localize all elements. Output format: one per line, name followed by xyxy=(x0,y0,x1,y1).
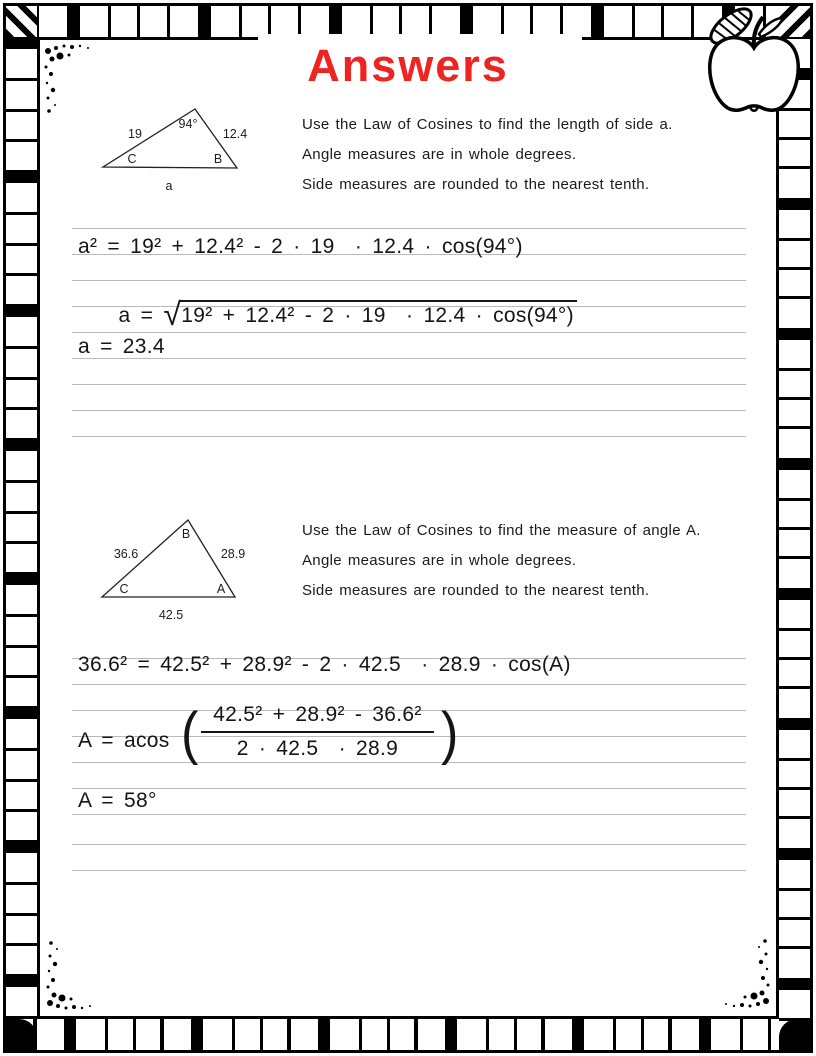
dots-decoration-bottom-left xyxy=(44,937,106,1013)
problem2-work-line3: A = 58° xyxy=(78,789,157,812)
problem1-work-line2-prefix: a = xyxy=(118,304,164,327)
problem2-instruction-1: Use the Law of Cosines to find the measure of angle A. xyxy=(302,522,701,539)
close-paren: ) xyxy=(440,701,459,766)
answer-rule-line xyxy=(72,228,746,229)
problem1-instruction-3: Side measures are rounded to the nearest tenth. xyxy=(302,176,650,193)
problem1-work-radicand: 19² + 12.4² - 2 · 19 · 12.4 · cos(94°) xyxy=(179,300,577,328)
triangle2-side-left-label: 36.6 xyxy=(113,547,139,561)
problem2-work-line1: 36.6² = 42.5² + 28.9² - 2 · 42.5 · 28.9 · cos(A) xyxy=(78,653,571,676)
open-paren: ( xyxy=(180,701,199,766)
problem2-work-fraction xyxy=(201,703,434,761)
answer-rule-line xyxy=(72,870,746,871)
border-corner-top-left xyxy=(6,6,37,37)
answer-rule-line xyxy=(72,436,746,437)
problem2-work-line2-prefix: A = acos xyxy=(78,729,170,752)
answer-rule-line xyxy=(72,788,746,789)
answer-rule-line xyxy=(72,844,746,845)
answer-rule-line xyxy=(72,384,746,385)
border-band-right xyxy=(779,6,810,1050)
border-band-left xyxy=(6,6,37,1050)
problem2-work-line2 xyxy=(78,701,459,766)
triangle1-side-bottom-label: a xyxy=(165,179,173,193)
answer-rule-line xyxy=(72,814,746,815)
triangle2-vertex-c-label: C xyxy=(119,582,129,596)
radical-sign: √ xyxy=(163,296,182,332)
triangle1-side-left-label: 19 xyxy=(128,127,142,141)
border-band-bottom xyxy=(6,1019,810,1050)
triangle1-vertex-b-label: B xyxy=(213,152,223,166)
triangle1-side-right-label: 12.4 xyxy=(222,127,248,141)
triangle2-vertex-a-label: A xyxy=(216,582,226,596)
triangle2-side-bottom-label: 42.5 xyxy=(158,608,184,622)
answer-rule-line xyxy=(72,358,746,359)
problem1-instruction-2: Angle measures are in whole degrees. xyxy=(302,146,577,163)
problem2-triangle-diagram xyxy=(80,505,290,635)
triangle1-angle-label: 94° xyxy=(178,117,198,131)
triangle1-vertex-c-label: C xyxy=(127,152,137,166)
problem1-instruction-1: Use the Law of Cosines to find the length of side a. xyxy=(302,116,673,133)
problem1-triangle-diagram xyxy=(85,100,265,198)
answer-rule-line xyxy=(72,684,746,685)
problem2-instruction-3: Side measures are rounded to the nearest tenth. xyxy=(302,582,650,599)
answer-rule-line xyxy=(72,762,746,763)
fraction-denominator: 2 · 42.5 · 28.9 xyxy=(236,737,399,760)
answer-rule-line xyxy=(72,410,746,411)
problem2-instruction-2: Angle measures are in whole degrees. xyxy=(302,552,577,569)
page-title: Answers xyxy=(307,40,509,91)
problem1-work-line1: a² = 19² + 12.4² - 2 · 19 · 12.4 · cos(94°) xyxy=(78,235,523,258)
fraction-numerator: 42.5² + 28.9² - 36.6² xyxy=(201,703,434,733)
border-band-top xyxy=(6,6,810,37)
border-corner-bottom-right xyxy=(779,1019,810,1050)
problem1-work-line3: a = 23.4 xyxy=(78,335,165,358)
triangle2-vertex-b-label: B xyxy=(181,527,191,541)
dots-decoration-bottom-right xyxy=(710,935,772,1011)
triangle2-side-right-label: 28.9 xyxy=(220,547,246,561)
